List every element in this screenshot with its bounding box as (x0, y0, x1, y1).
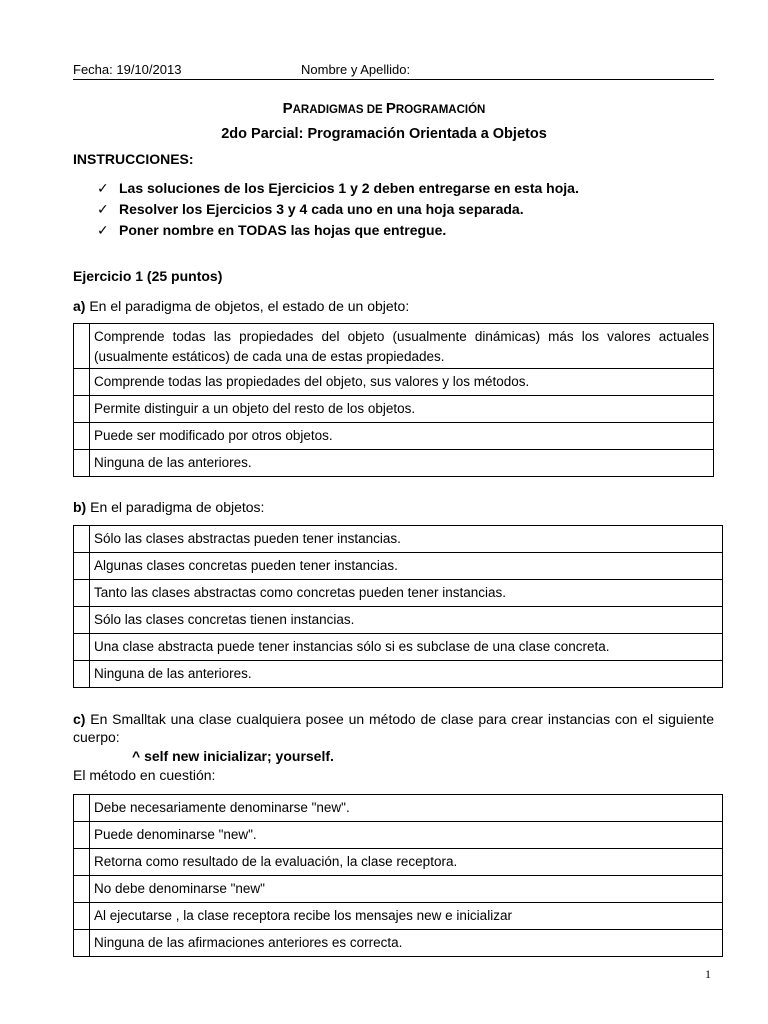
answer-checkbox[interactable] (74, 849, 90, 876)
option-row (74, 795, 723, 822)
instructions-list (97, 179, 579, 242)
option-text: Ninguna de las afirmaciones anteriores es correcta. (90, 930, 723, 957)
options-table-c (73, 794, 723, 957)
answer-checkbox[interactable] (74, 661, 90, 688)
question-a-label: a) (73, 298, 86, 314)
question-c-text: En Smalltak una clase cualquiera posee un método de clase para crear instancias con el siguiente cuerpo: (73, 711, 714, 745)
question-a (73, 298, 409, 314)
check-icon: ✓ (97, 180, 109, 196)
title-cap-2: P (385, 100, 396, 117)
fecha-label: Fecha: 19/10/2013 (73, 62, 182, 77)
answer-checkbox[interactable] (74, 795, 90, 822)
question-a-text: En el paradigma de objetos, el estado de un objeto: (85, 298, 410, 314)
instruction-item: ✓ Las soluciones de los Ejercicios 1 y 2 deben entregarse en esta hoja. (97, 180, 579, 196)
answer-checkbox[interactable] (74, 607, 90, 634)
answer-checkbox[interactable] (74, 396, 90, 423)
option-row (74, 822, 723, 849)
answer-checkbox[interactable] (74, 930, 90, 957)
option-text: Debe necesariamente denominarse "new". (90, 795, 723, 822)
title-rest-1: ARADIGMAS DE (292, 104, 386, 116)
check-icon: ✓ (97, 222, 109, 238)
option-row (74, 903, 723, 930)
answer-checkbox[interactable] (74, 369, 90, 396)
answer-checkbox[interactable] (74, 423, 90, 450)
options-table-a (73, 323, 714, 477)
option-text: Algunas clases concretas pueden tener instancias. (90, 553, 723, 580)
option-text: Comprende todas las propiedades del objeto, sus valores y los métodos. (90, 369, 714, 396)
answer-checkbox[interactable] (74, 580, 90, 607)
option-row (74, 369, 714, 396)
option-row (74, 661, 723, 688)
option-text: Retorna como resultado de la evaluación, la clase receptora. (90, 849, 723, 876)
title-cap-1: P (282, 100, 293, 117)
option-text: Comprende todas las propiedades del objeto (usualmente dinámicas) más los valores actuales (usualmente estáticos) de cada una de estas propiedades. (90, 324, 714, 369)
question-c-label: c) (73, 711, 86, 727)
option-text: Al ejecutarse , la clase receptora recibe los mensajes new e inicializar (90, 903, 723, 930)
option-row (74, 607, 723, 634)
option-row (74, 634, 723, 661)
options-table-b (73, 525, 723, 688)
answer-checkbox[interactable] (74, 876, 90, 903)
check-icon: ✓ (97, 201, 109, 217)
option-row (74, 423, 714, 450)
question-c-followup: El método en cuestión: (73, 767, 216, 783)
option-row (74, 396, 714, 423)
answer-checkbox[interactable] (74, 324, 90, 369)
page-number: 1 (705, 967, 711, 981)
option-row (74, 526, 723, 553)
option-row (74, 930, 723, 957)
option-row (74, 553, 723, 580)
exercise-1-heading: Ejercicio 1 (25 puntos) (73, 268, 223, 284)
option-row (74, 580, 723, 607)
page-subtitle: 2do Parcial: Programación Orientada a Objetos (221, 126, 547, 142)
nombre-label: Nombre y Apellido: (301, 62, 411, 77)
option-row (74, 849, 723, 876)
question-c (73, 710, 714, 746)
instruction-item: ✓ Resolver los Ejercicios 3 y 4 cada uno en una hoja separada. (97, 201, 524, 217)
option-text: Sólo las clases abstractas pueden tener instancias. (90, 526, 723, 553)
option-text: Ninguna de las anteriores. (90, 450, 714, 477)
answer-checkbox[interactable] (74, 553, 90, 580)
instructions-heading: INSTRUCCIONES: (73, 151, 194, 167)
question-b (73, 499, 264, 515)
option-row (74, 450, 714, 477)
option-text: Una clase abstracta puede tener instancias sólo si es subclase de una clase concreta. (90, 634, 723, 661)
answer-checkbox[interactable] (74, 903, 90, 930)
question-b-text: En el paradigma de objetos: (86, 499, 265, 515)
answer-checkbox[interactable] (74, 822, 90, 849)
option-text: Permite distinguir a un objeto del resto de los objetos. (90, 396, 714, 423)
option-row (74, 876, 723, 903)
header-line (73, 62, 714, 80)
option-text: No debe denominarse "new" (90, 876, 723, 903)
option-text: Sólo las clases concretas tienen instancias. (90, 607, 723, 634)
code-snippet: ^ self new inicializar; yourself. (132, 748, 334, 764)
instruction-item: ✓ Poner nombre en TODAS las hojas que entregue. (97, 222, 447, 238)
answer-checkbox[interactable] (74, 450, 90, 477)
option-text: Ninguna de las anteriores. (90, 661, 723, 688)
option-row (74, 324, 714, 369)
option-text: Tanto las clases abstractas como concretas pueden tener instancias. (90, 580, 723, 607)
page-title (0, 100, 768, 117)
option-text: Puede ser modificado por otros objetos. (90, 423, 714, 450)
question-b-label: b) (73, 499, 87, 515)
answer-checkbox[interactable] (74, 634, 90, 661)
title-rest-2: ROGRAMACIÓN (395, 104, 486, 116)
option-text: Puede denominarse "new". (90, 822, 723, 849)
answer-checkbox[interactable] (74, 526, 90, 553)
